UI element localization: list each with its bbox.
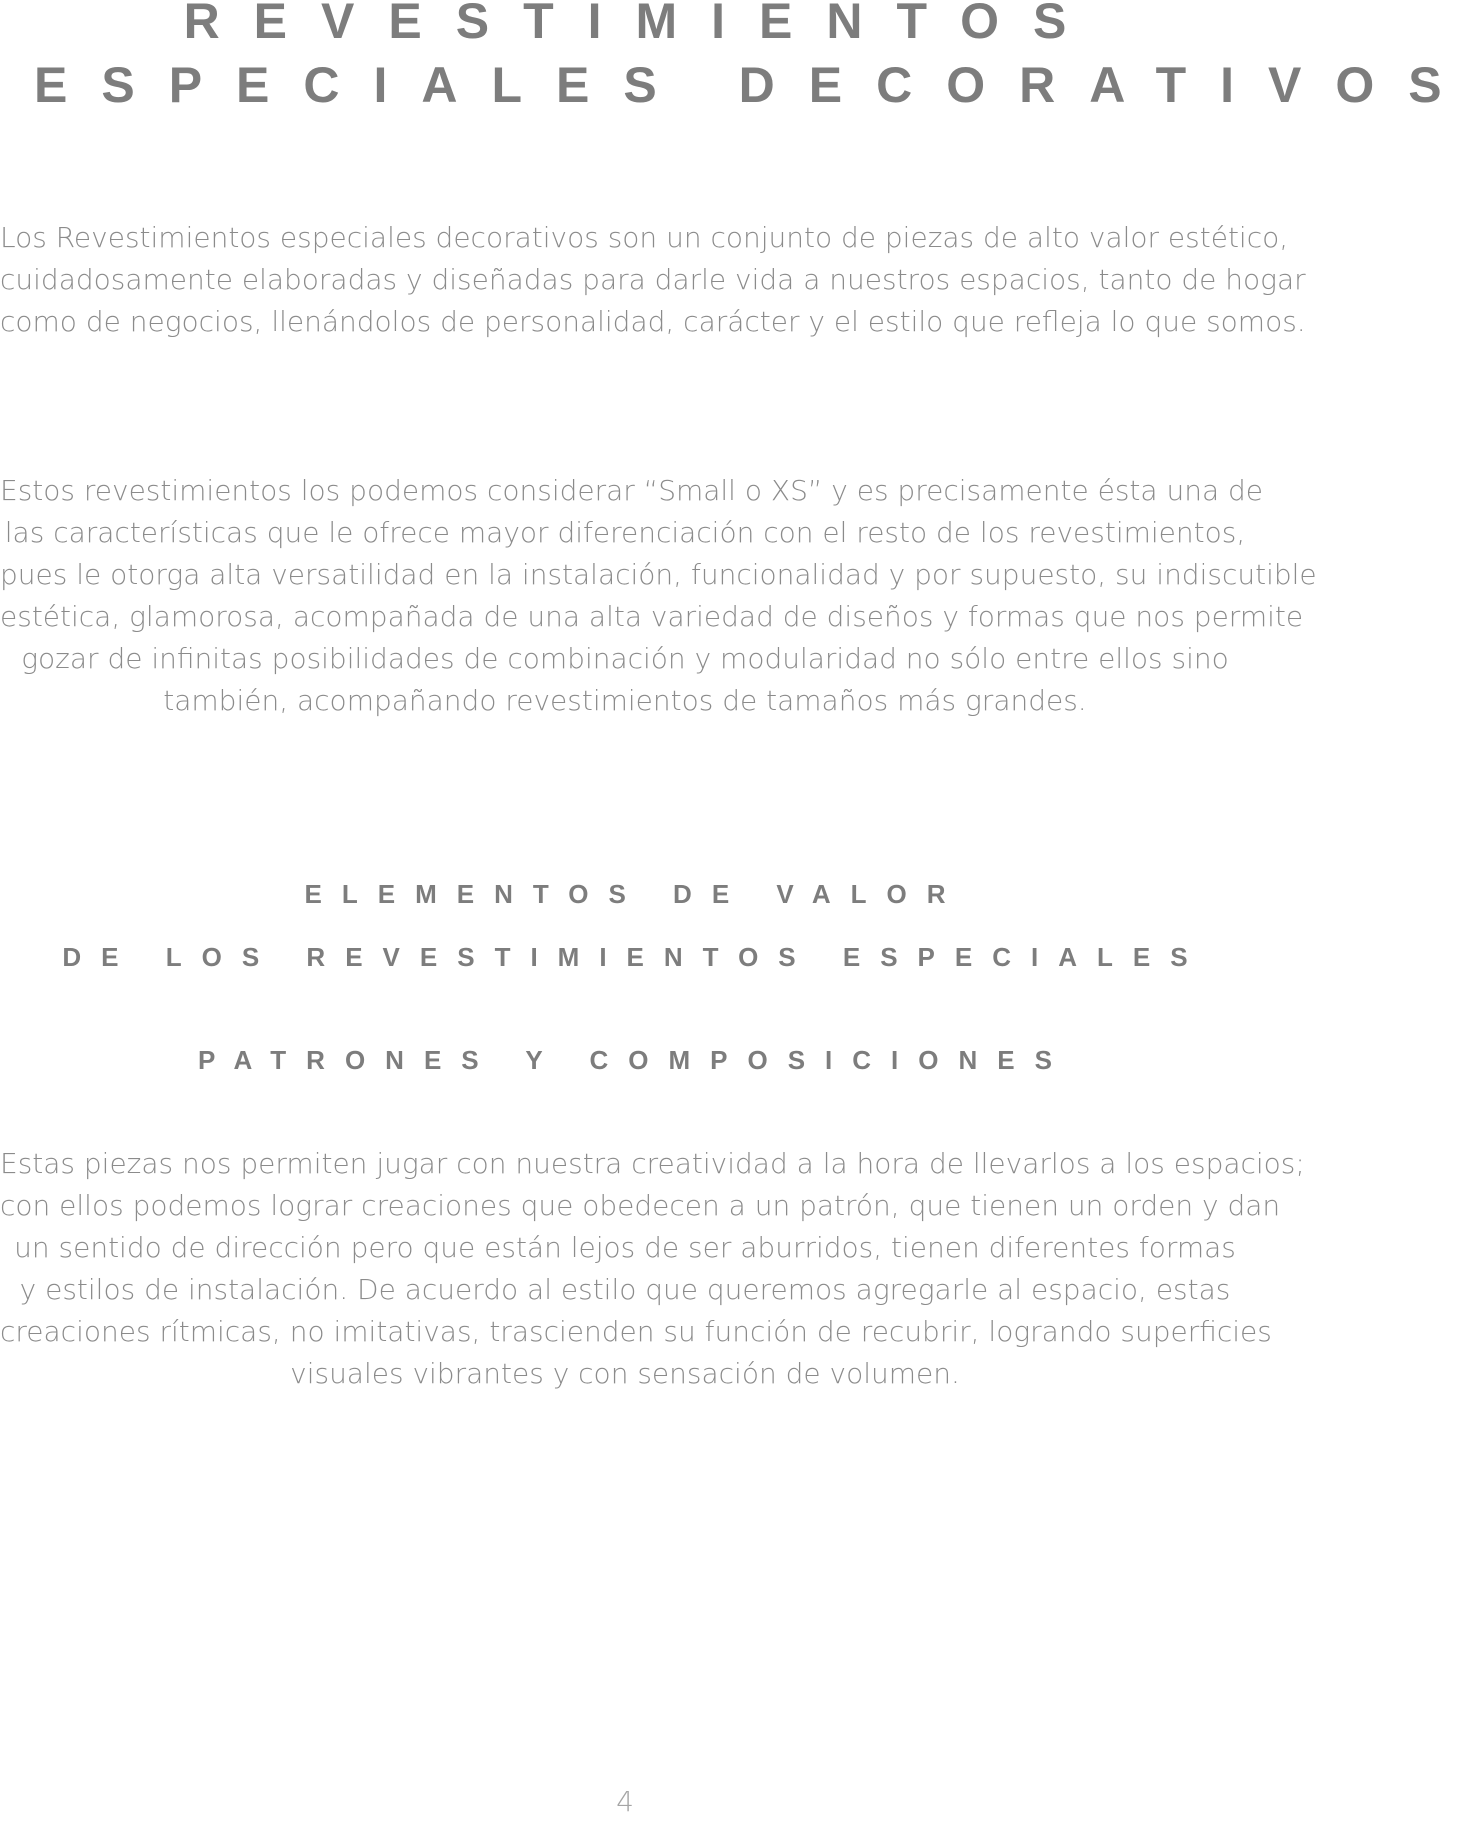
section-heading-line-1: ELEMENTOS DE VALOR (304, 879, 966, 909)
subsection-heading: PATRONES Y COMPOSICIONES (198, 1045, 1072, 1075)
paragraph-line: cuidadosamente elaboradas y diseñadas para darle vida a nuestros espacios, tanto de hogar (0, 263, 1306, 296)
paragraph-line: creaciones rítmicas, no imitativas, trascienden su función de recubrir, logrando superficies (0, 1315, 1272, 1348)
page-title-line-1: REVESTIMIENTOS (183, 0, 1101, 49)
paragraph-line: y estilos de instalación. De acuerdo al estilo que queremos agregarle al espacio, estas (19, 1273, 1231, 1306)
paragraph-line: las características que le ofrece mayor diferenciación con el resto de los revestimientos, (4, 516, 1246, 549)
paragraph-line: Estos revestimientos los podemos considerar “Small o XS” y es precisamente ésta una de (0, 474, 1264, 507)
third-paragraph (0, 1143, 1305, 1395)
paragraph-line: pues le otorga alta versatilidad en la instalación, funcionalidad y por supuesto, su indiscutible (0, 558, 1317, 591)
paragraph-line: Estas piezas nos permiten jugar con nuestra creatividad a la hora de llevarlos a los espacios; (0, 1147, 1305, 1180)
second-paragraph (0, 470, 1317, 722)
page-title-line-2: ESPECIALES DECORATIVOS (34, 57, 1476, 113)
paragraph-line: también, acompañando revestimientos de tamaños más grandes. (163, 684, 1087, 717)
paragraph-line: estética, glamorosa, acompañada de una alta variedad de diseños y formas que nos permite (0, 600, 1304, 633)
paragraph-line: visuales vibrantes y con sensación de volumen. (290, 1357, 960, 1390)
paragraph-line: un sentido de dirección pero que están lejos de ser aburridos, tienen diferentes formas (14, 1231, 1236, 1264)
intro-paragraph (0, 217, 1306, 343)
paragraph-line: gozar de infinitas posibilidades de combinación y modularidad no sólo entre ellos sino (21, 642, 1229, 675)
page-number: 4 (616, 1785, 634, 1818)
paragraph-line: como de negocios, llenándolos de personalidad, carácter y el estilo que refleja lo que somos. (0, 305, 1306, 338)
section-heading-line-2: DE LOS REVESTIMIENTOS ESPECIALES (62, 942, 1208, 972)
paragraph-line: Los Revestimientos especiales decorativos son un conjunto de piezas de alto valor estético, (0, 221, 1289, 254)
paragraph-line: con ellos podemos lograr creaciones que obedecen a un patrón, que tienen un orden y dan (0, 1189, 1281, 1222)
